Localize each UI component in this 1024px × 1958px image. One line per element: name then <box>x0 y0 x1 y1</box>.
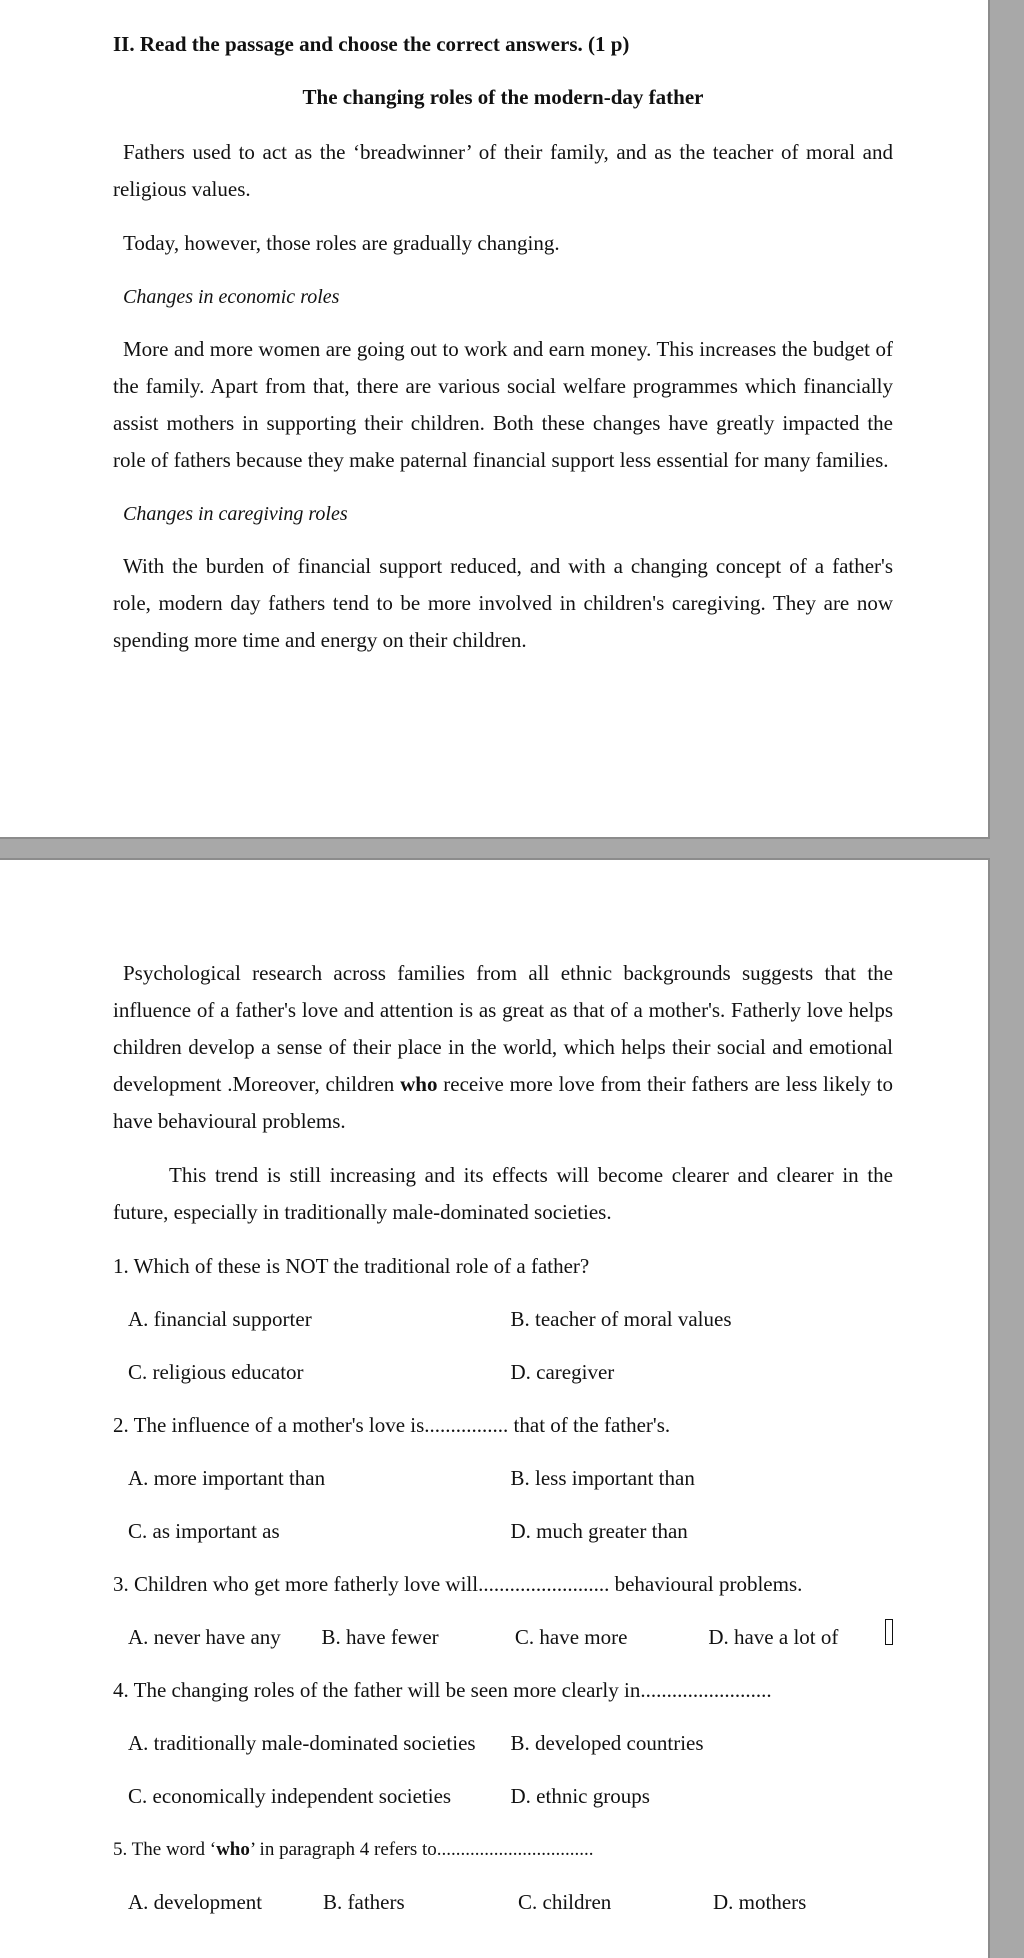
question-1-options-row-1 <box>113 1301 893 1338</box>
question-5-options <box>113 1884 893 1921</box>
document-page-2 <box>0 858 990 1958</box>
q4-option-a: A. traditionally male-dominated societies <box>128 1731 476 1755</box>
paragraph-5-text-a: Psychological research across families from all ethnic backgrounds suggests that the influence of a father's love and attention is as great as that of a mother's. Fatherly love helps children develop a sense of their place in the world, which helps their social and emotional development .Moreover, children <box>113 961 893 1096</box>
paragraph-2: Today, however, those roles are gradually changing. <box>123 231 560 255</box>
paragraph-5 <box>113 955 893 1140</box>
q5-option-a: A. development <box>128 1890 263 1914</box>
paragraph-5-bold-word: who <box>400 1072 438 1096</box>
question-5-text-b: ’ in paragraph 4 refers to................................. <box>249 1839 594 1860</box>
q1-option-b: B. teacher of moral values <box>510 1307 732 1331</box>
question-5-text-a: 5. The word ‘ <box>113 1839 217 1860</box>
question-5-bold-word: who <box>216 1839 250 1860</box>
page-1-content <box>113 26 893 676</box>
question-4: 4. The changing roles of the father will be seen more clearly in......................... <box>113 1678 772 1702</box>
question-4-options-row-1 <box>113 1725 893 1762</box>
paragraph-5-text-b: receive more love from their fathers are less likely to have behavioural problems. <box>113 1072 893 1133</box>
q1-option-c: C. religious educator <box>128 1360 304 1384</box>
question-2-options-row-1 <box>113 1460 893 1497</box>
q4-option-c: C. economically independent societies <box>128 1784 452 1808</box>
q2-option-b: B. less important than <box>510 1466 695 1490</box>
text-cursor[interactable] <box>885 1619 893 1645</box>
q3-option-a: A. never have any <box>128 1625 281 1649</box>
paragraph-1: Fathers used to act as the ‘breadwinner’ of their family, and as the teacher of moral and religious values. <box>113 140 893 201</box>
q3-option-d: D. have a lot of <box>708 1625 839 1649</box>
question-5 <box>113 1831 893 1868</box>
section-heading: II. Read the passage and choose the correct answers. (1 p) <box>113 32 630 56</box>
q5-option-c: C. children <box>518 1890 612 1914</box>
q1-option-a: A. financial supporter <box>128 1307 312 1331</box>
subheading-economic: Changes in economic roles <box>123 286 340 308</box>
question-2-options-row-2 <box>113 1513 893 1550</box>
q5-option-d: D. mothers <box>713 1890 807 1914</box>
question-1: 1. Which of these is NOT the traditional role of a father? <box>113 1254 590 1278</box>
q4-option-d: D. ethnic groups <box>510 1784 650 1808</box>
paragraph-3: More and more women are going out to work and earn money. This increases the budget of the family. Apart from that, there are various social welfare programmes which financially assist mothers in supporting their children. Both these changes have greatly impacted the role of fathers because they make paternal financial support less essential for many families. <box>113 337 893 472</box>
document-page-1 <box>0 0 990 839</box>
q2-option-c: C. as important as <box>128 1519 280 1543</box>
q3-option-b: B. have fewer <box>321 1625 439 1649</box>
question-3: 3. Children who get more fatherly love will......................... behavioural problems. <box>113 1572 803 1596</box>
paragraph-6: This trend is still increasing and its effects will become clearer and clearer in the future, especially in traditionally male-dominated societies. <box>113 1163 893 1224</box>
q1-option-d: D. caregiver <box>510 1360 615 1384</box>
q5-option-b: B. fathers <box>323 1890 405 1914</box>
question-3-options <box>113 1619 893 1656</box>
question-4-options-row-2 <box>113 1778 893 1815</box>
question-2: 2. The influence of a mother's love is................ that of the father's. <box>113 1413 671 1437</box>
q3-option-c: C. have more <box>514 1625 628 1649</box>
q2-option-d: D. much greater than <box>510 1519 688 1543</box>
page-2-content <box>113 955 893 1937</box>
passage-title: The changing roles of the modern-day father <box>302 85 704 109</box>
q4-option-b: B. developed countries <box>510 1731 704 1755</box>
subheading-caregiving: Changes in caregiving roles <box>123 503 348 525</box>
question-1-options-row-2 <box>113 1354 893 1391</box>
q2-option-a: A. more important than <box>128 1466 326 1490</box>
paragraph-4: With the burden of financial support reduced, and with a changing concept of a father's role, modern day fathers tend to be more involved in children's caregiving. They are now spending more time and energy on their children. <box>113 554 893 652</box>
